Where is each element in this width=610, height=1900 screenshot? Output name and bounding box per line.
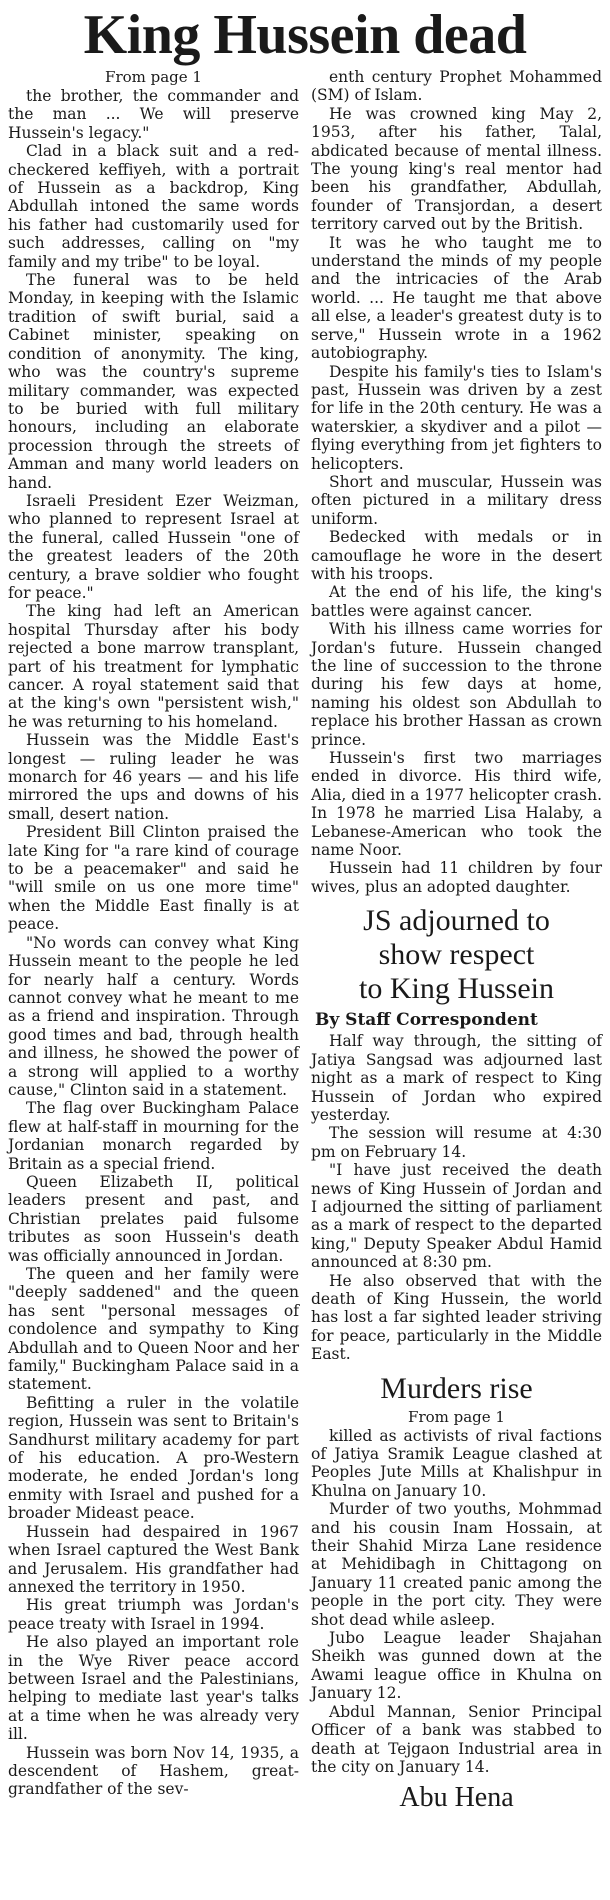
paragraph: Half way through, the sitting of Jatiya Sangsad was adjourned last night as a mark of respect to King Hussein of Jordan who expired yesterday. [311,1032,602,1124]
paragraph: Abdul Mannan, Senior Principal Officer of a bank was stabbed to death at Tejgaon Industrial area in the city on January 14. [311,1702,602,1776]
paragraph: Israeli President Ezer Weizman, who planned to represent Israel at the funeral, called Hussein "one of the greatest leaders of the 20th century, a brave soldier who fought for peace." [8,491,299,602]
byline: By Staff Correspondent [315,1010,538,1031]
js-headline-line: JS adjourned to [363,904,550,938]
paragraph: The king had left an American hospital Thursday after his body rejected a bone marrow transplant, part of his treatment for lymphatic cancer. A royal statement said that at the king's own "persistent wish," he was returning to his homeland. [8,602,299,731]
paragraph: President Bill Clinton praised the late King for "a rare kind of courage to be a peacemaker" and said he "will smile on us one more time" when the Middle East finally is at peace. [8,823,299,934]
paragraph: the brother, the commander and the man ... We will preserve Hussein's legacy." [8,87,299,142]
paragraph: killed as activists of rival factions of Jatiya Sramik League clashed at Peoples Jute Mills at Khalishpur in Khulna on January 10. [311,1426,602,1500]
paragraph: Jubo League leader Shajahan Sheikh was gunned down at the Awami league office in Khulna on January 12. [311,1629,602,1703]
next-headline: Abu Hena [399,1782,514,1814]
paragraph: It was he who taught me to understand the minds of my people and the intricacies of the Arab world. ... He taught me that above all else, a leader's greatest duty is to serve," Hussein wrote in a 1962 autobiography. [311,233,602,363]
paragraph: Clad in a black suit and a red-checkered keffiyeh, with a portrait of Hussein as a backdrop, King Abdullah intoned the same words his father had customarily used for such addresses, calling on "my family and my tribe" to be loyal. [8,142,299,271]
paragraph: Hussein was the Middle East's longest — ruling leader he was monarch for 46 years — and his life mirrored the ups and downs of his small, desert nation. [8,731,299,823]
js-headline [311,904,602,1006]
article-columns [8,68,602,1814]
paragraph: He also played an important role in the Wye River peace accord between Israel and the Palestinians, helping to mediate last year's talks at a time when he was already very ill. [8,1633,299,1744]
paragraph: Befitting a ruler in the volatile region, Hussein was sent to Britain's Sandhurst military academy for part of his education. A pro-Western moderate, he ended Jordan's long enmity with Israel and pushed for a broader Mideast peace. [8,1393,299,1523]
paragraph: Hussein's first two marriages ended in divorce. His third wife, Alia, died in a 1977 helicopter crash. In 1978 he married Lisa Halaby, a Lebanese-American who took the name Noor. [311,749,602,860]
paragraph: The funeral was to be held Monday, in keeping with the Islamic tradition of swift burial, said a Cabinet minister, speaking on condition of anonymity. The king, who was the country's supreme military commander, was expected to be buried with full military honours, including an elaborate procession through the streets of Amman and many world leaders on hand. [8,271,299,492]
paragraph: Short and muscular, Hussein was often pictured in a military dress uniform. [311,472,602,528]
paragraph: Hussein had 11 children by four wives, plus an adopted daughter. [311,859,602,896]
murders-headline: Murders rise [380,1371,533,1405]
paragraph: The session will resume at 4:30 pm on February 14. [311,1124,602,1161]
headline: King Hussein dead [83,4,527,66]
paragraph: enth century Prophet Mohammed (SM) of Islam. [311,68,602,105]
paragraph: At the end of his life, the king's battles were against cancer. [311,583,602,620]
column-right [311,68,602,1814]
column-left [8,68,299,1814]
paragraph: The flag over Buckingham Palace flew at half-staff in mourning for the Jordanian monarch regarded by Britain as a special friend. [8,1099,299,1173]
paragraph: He also observed that with the death of King Hussein, the world has lost a far sighted leader striving for peace, particularly in the Middle East. [311,1271,602,1364]
paragraph: Hussein was born Nov 14, 1935, a descendent of Hashem, great-grandfather of the sev- [8,1743,299,1799]
js-headline-line: to King Hussein [359,972,554,1006]
paragraph: Queen Elizabeth II, political leaders present and past, and Christian prelates paid fulsome tributes as soon Hussein's death was officially announced in Jordan. [8,1172,299,1265]
paragraph: The queen and her family were "deeply saddened" and the queen has sent "personal messages of condolence and sympathy to King Abdullah and to Queen Noor and her family," Buckingham Palace said in a statement. [8,1265,299,1394]
paragraph: Hussein had despaired in 1967 when Israel captured the West Bank and Jerusalem. His grandfather had annexed the territory in 1950. [8,1522,299,1596]
paragraph: "I have just received the death news of King Hussein of Jordan and I adjourned the sitting of parliament as a mark of respect to the departed king," Deputy Speaker Abdul Hamid announced at 8:30 pm. [311,1161,602,1272]
newspaper-page [0,4,610,1900]
paragraph: His great triumph was Jordan's peace treaty with Israel in 1994. [8,1596,299,1633]
paragraph: "No words can convey what King Hussein meant to the people he led for nearly half a century. Words cannot convey what he meant to me as a friend and inspiration. Through good times and bad, through health and illness, he showed the power of a strong will applied to a worthy cause," Clinton said in a statement. [8,933,299,1099]
jump-line: From page 1 [408,1407,505,1426]
paragraph: Murder of two youths, Mohmmad and his cousin Inam Hossain, at their Shahid Mirza Lane residence at Mehidibagh in Chittagong on January 11 created panic among the people in the port city. They were shot dead while asleep. [311,1500,602,1629]
paragraph: Bedecked with medals or in camouflage he wore in the desert with his troops. [311,528,602,583]
paragraph: He was crowned king May 2, 1953, after his father, Talal, abdicated because of mental illness. The young king's real mentor had been his grandfather, Abdullah, founder of Transjordan, a desert territory carved out by the British. [311,104,602,234]
paragraph: With his illness came worries for Jordan's future. Hussein changed the line of succession to the throne during his few days at home, naming his oldest son Abdullah to replace his brother Hassan as crown prince. [311,620,602,749]
jump-line: From page 1 [105,68,202,86]
js-headline-line: show respect [378,938,535,972]
paragraph: Despite his family's ties to Islam's past, Hussein was driven by a zest for life in the 20th century. He was a waterskier, a skydiver and a pilot — flying everything from jet fighters to helicopters. [311,362,602,473]
